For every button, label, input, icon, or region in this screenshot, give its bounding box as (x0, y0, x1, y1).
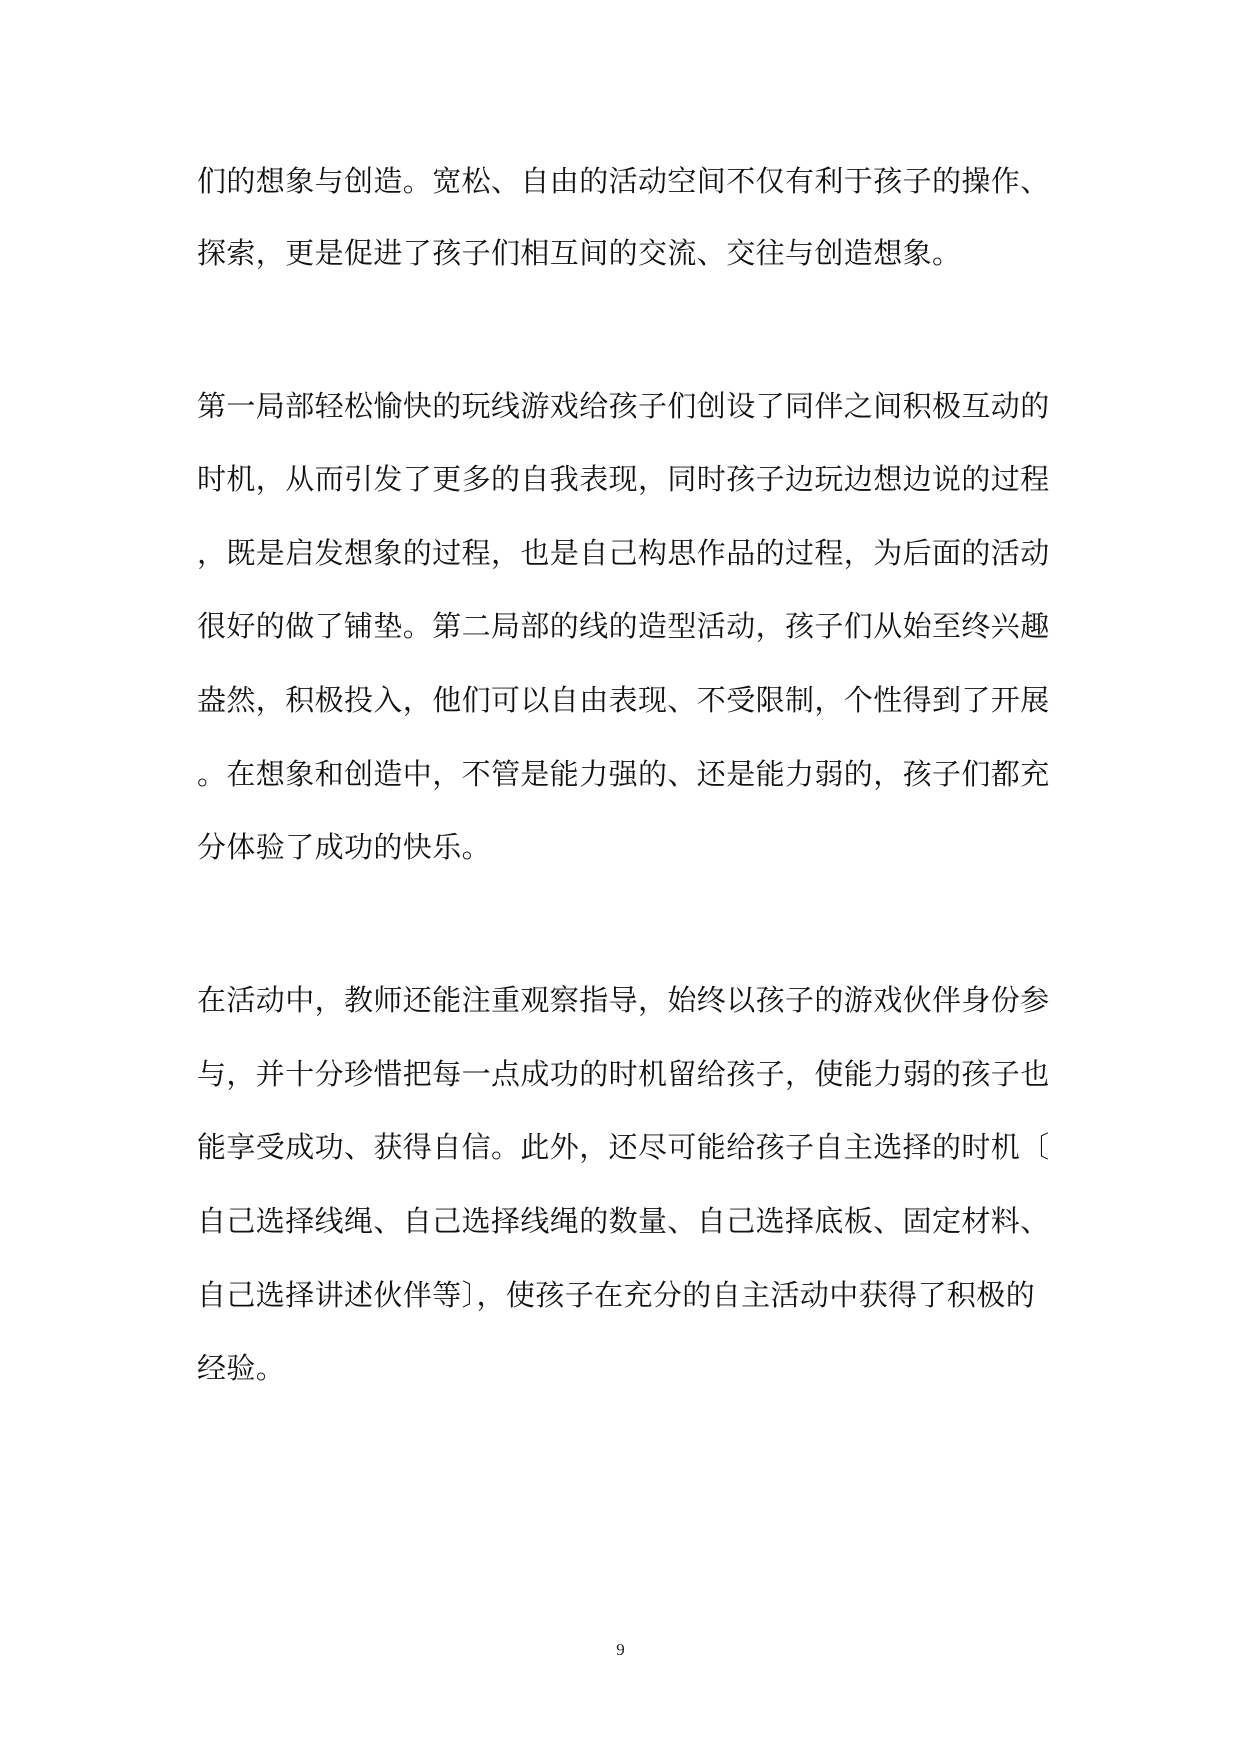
paragraph-line: 们的想象与创造。宽松、自由的活动空间不仅有利于孩子的操作、 (197, 164, 1050, 198)
paragraph-line: 盎然，积极投入，他们可以自由表现、不受限制，个性得到了开展 (197, 683, 1050, 717)
paragraph-line: 经验。 (197, 1351, 286, 1385)
paragraph-line: 能享受成功、获得自信。此外，还尽可能给孩子自主选择的时机〔 (197, 1130, 1050, 1164)
paragraph-line: 自己选择讲述伙伴等〕，使孩子在充分的自主活动中获得了积极的 (197, 1278, 1036, 1312)
paragraph-line: 很好的做了铺垫。第二局部的线的造型活动，孩子们从始至终兴趣 (197, 609, 1050, 643)
paragraph-line: 与，并十分珍惜把每一点成功的时机留给孩子，使能力弱的孩子也 (197, 1057, 1050, 1091)
paragraph-line: 第一局部轻松愉快的玩线游戏给孩子们创设了同伴之间积极互动的 (197, 389, 1050, 423)
page-number: 9 (616, 1640, 625, 1659)
paragraph-line: 在活动中，教师还能注重观察指导，始终以孩子的游戏伙伴身份参 (197, 983, 1050, 1017)
paragraph-line: 时机，从而引发了更多的自我表现，同时孩子边玩边想边说的过程 (197, 462, 1050, 496)
paragraph-line: 分体验了成功的快乐。 (197, 830, 492, 864)
paragraph-line: 自己选择线绳、自己选择线绳的数量、自己选择底板、固定材料、 (197, 1204, 1050, 1238)
paragraph-line: ，既是启发想象的过程，也是自己构思作品的过程，为后面的活动 (197, 536, 1050, 570)
paragraph-line: 探索，更是促进了孩子们相互间的交流、交往与创造想象。 (197, 236, 962, 270)
paragraph-line: 。在想象和创造中，不管是能力强的、还是能力弱的，孩子们都充 (197, 757, 1050, 791)
